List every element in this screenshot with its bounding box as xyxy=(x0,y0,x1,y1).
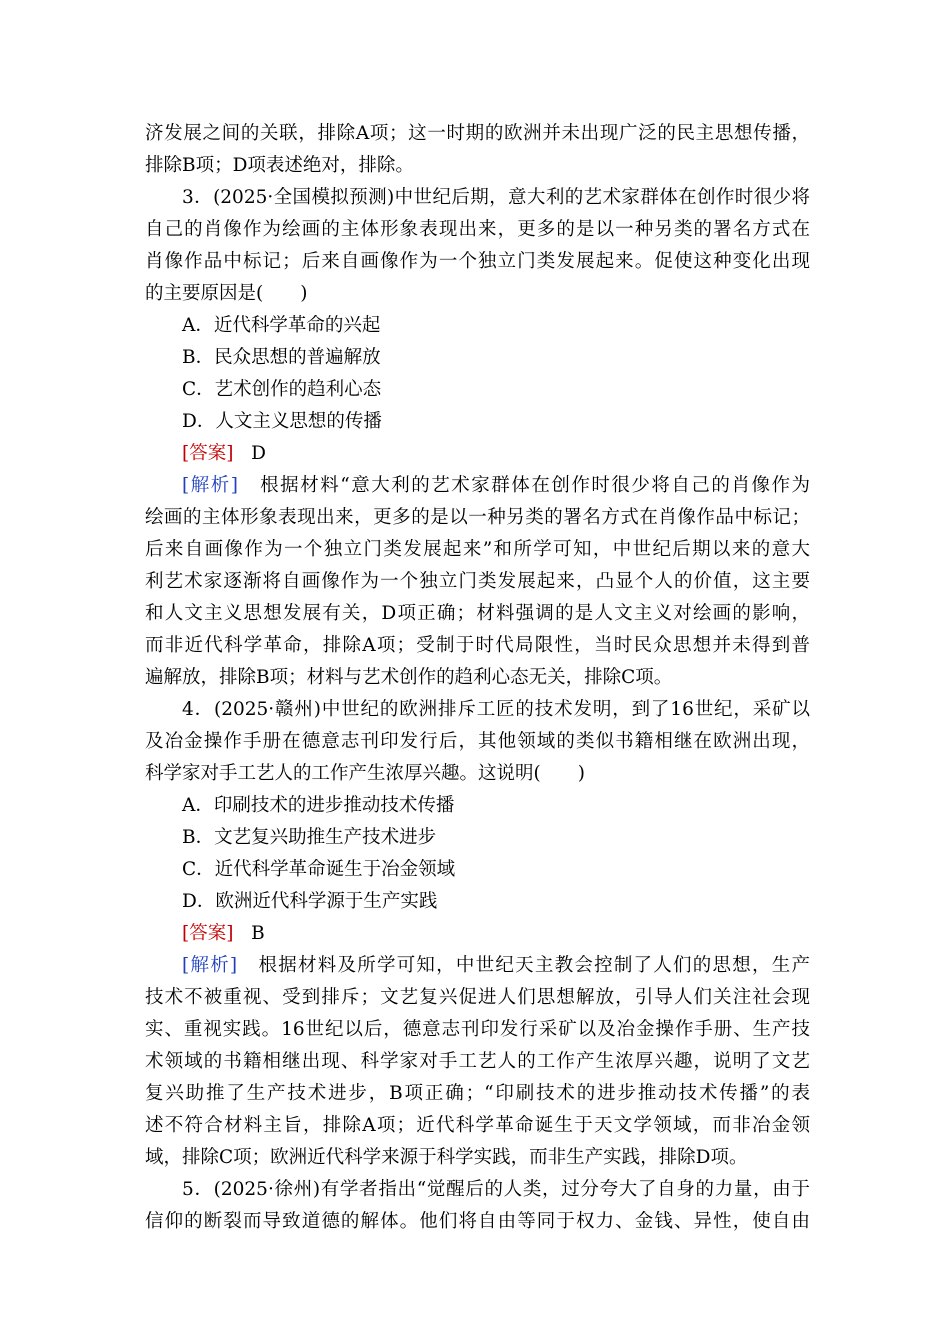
question-4-stem-line: 科学家对手工艺人的工作产生浓厚兴趣。这说明( ) xyxy=(145,763,585,784)
question-3-option-a: A．近代科学革命的兴起 xyxy=(182,315,381,336)
answer-value: D xyxy=(251,443,266,464)
question-4-analysis-first xyxy=(182,954,810,978)
question-4-option-d: D．欧洲近代科学源于生产实践 xyxy=(182,891,438,912)
answer-tag: [答案] xyxy=(182,443,234,464)
question-4-analysis-line: 实、重视实践。16世纪以后，德意志刊印发行采矿以及冶金操作手册、生产技 xyxy=(145,1019,810,1040)
question-4-answer xyxy=(182,922,265,946)
question-3-option-b: B．民众思想的普遍解放 xyxy=(182,347,381,368)
text-line: 排除B项；D项表述绝对，排除。 xyxy=(145,155,414,176)
question-3-stem-line: 肖像作品中标记；后来自画像作为一个独立门类发展起来。促使这种变化出现 xyxy=(145,251,810,272)
question-4-analysis-line: 述不符合材料主旨，排除A项；近代科学革命诞生于天文学领域，而非冶金领 xyxy=(145,1115,810,1136)
analysis-tag: [解析] xyxy=(182,475,238,496)
answer-tag: [答案] xyxy=(182,923,234,944)
question-3-stem-line: 自己的肖像作为绘画的主体形象表现出来，更多的是以一种另类的署名方式在 xyxy=(145,219,810,240)
question-4-analysis-line: 技术不被重视、受到排斥；文艺复兴促进人们思想解放，引导人们关注社会现 xyxy=(145,987,810,1008)
question-3-stem-line: 3．(2025·全国模拟预测)中世纪后期，意大利的艺术家群体在创作时很少将 xyxy=(182,187,810,208)
question-4-option-a: A．印刷技术的进步推动技术传播 xyxy=(182,795,455,816)
question-3-analysis-line: 后来自画像作为一个独立门类发展起来”和所学可知，中世纪后期以来的意大 xyxy=(145,539,810,560)
text-line: 济发展之间的关联，排除A项；这一时期的欧洲并未出现广泛的民主思想传播， xyxy=(145,123,810,144)
question-4-analysis-line: 术领域的书籍相继出现、科学家对手工艺人的工作产生浓厚兴趣，说明了文艺 xyxy=(145,1051,810,1072)
analysis-text: 根据材料“意大利的艺术家群体在创作时很少将自己的肖像作为 xyxy=(260,475,810,496)
question-3-analysis-first xyxy=(182,474,810,498)
question-4-stem-line: 4．(2025·赣州)中世纪的欧洲排斥工匠的技术发明，到了16世纪，采矿以 xyxy=(182,699,810,720)
question-4-analysis-line: 复兴助推了生产技术进步，B项正确；“印刷技术的进步推动技术传播”的表 xyxy=(145,1083,810,1104)
question-3-analysis-line: 利艺术家逐渐将自画像作为一个独立门类发展起来，凸显个人的价值，这主要 xyxy=(145,571,810,592)
question-4-option-c: C．近代科学革命诞生于冶金领域 xyxy=(182,859,456,880)
question-5-stem-line: 5．(2025·徐州)有学者指出“觉醒后的人类，过分夸大了自身的力量，由于 xyxy=(182,1179,810,1200)
question-3-answer xyxy=(182,442,266,466)
question-4-stem-line: 及冶金操作手册在德意志刊印发行后，其他领域的类似书籍相继在欧洲出现， xyxy=(145,731,810,752)
question-3-stem-line: 的主要原因是( ) xyxy=(145,283,308,304)
analysis-tag: [解析] xyxy=(182,955,238,976)
question-5-stem-line: 信仰的断裂而导致道德的解体。他们将自由等同于权力、金钱、异性，使自由 xyxy=(145,1211,810,1232)
question-4-analysis-line: 域，排除C项；欧洲近代科学来源于科学实践，而非生产实践，排除D项。 xyxy=(145,1147,748,1168)
question-3-analysis-line: 遍解放，排除B项；材料与艺术创作的趋利心态无关，排除C项。 xyxy=(145,667,673,688)
question-3-analysis-line: 绘画的主体形象表现出来，更多的是以一种另类的署名方式在肖像作品中标记； xyxy=(145,507,810,528)
question-3-analysis-line: 和人文主义思想发展有关，D项正确；材料强调的是人文主义对绘画的影响， xyxy=(145,603,810,624)
question-3-option-c: C．艺术创作的趋利心态 xyxy=(182,379,382,400)
analysis-text: 根据材料及所学可知，中世纪天主教会控制了人们的思想，生产 xyxy=(258,955,810,976)
question-3-analysis-line: 而非近代科学革命，排除A项；受制于时代局限性，当时民众思想并未得到普 xyxy=(145,635,810,656)
answer-value: B xyxy=(251,923,265,944)
question-4-option-b: B．文艺复兴助推生产技术进步 xyxy=(182,827,437,848)
question-3-option-d: D．人文主义思想的传播 xyxy=(182,411,382,432)
